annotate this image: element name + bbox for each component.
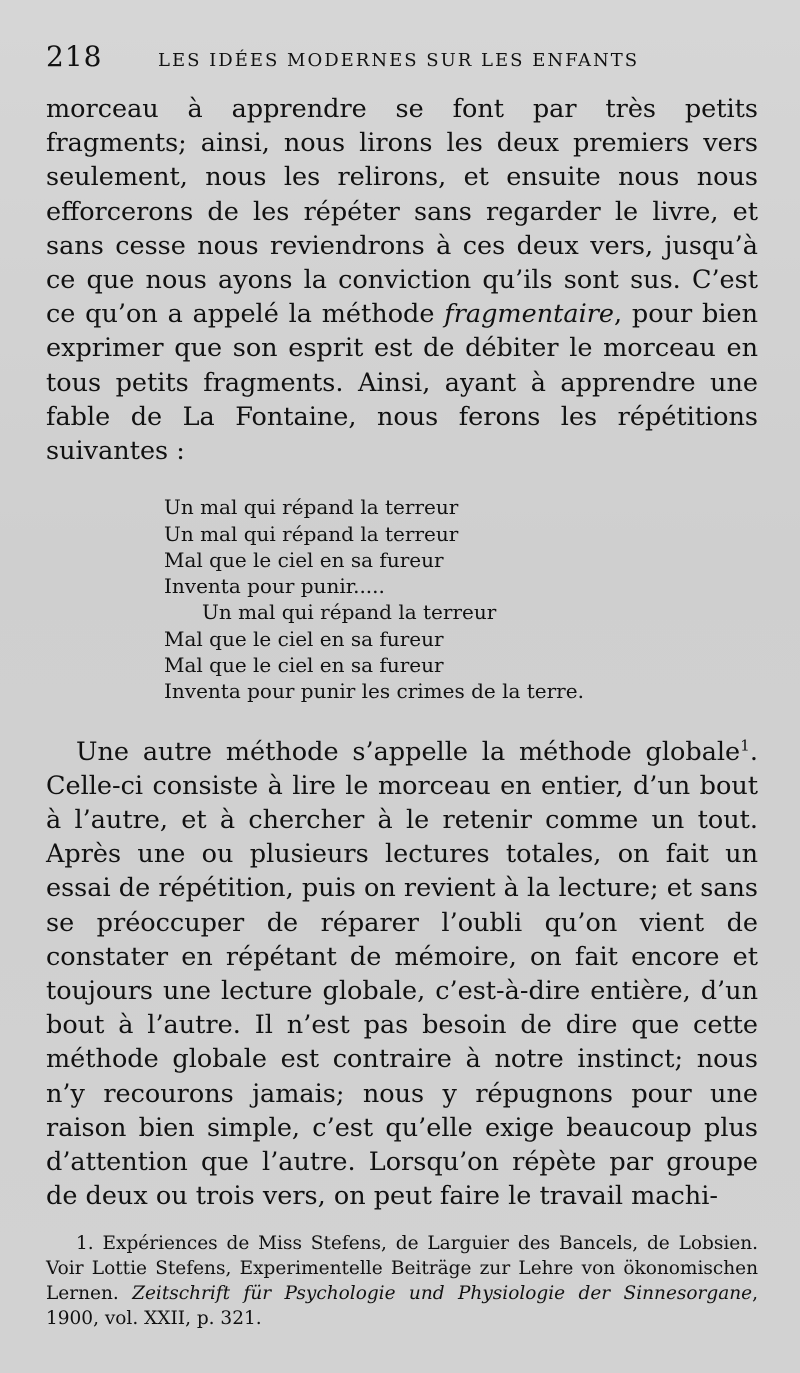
poem-line: Mal que le ciel en sa fureur	[164, 626, 444, 651]
paragraph-global-method	[46, 735, 758, 1214]
poem-line: Mal que le ciel en sa fureur	[164, 547, 444, 572]
italic-term: fragmentaire	[444, 299, 614, 330]
poem-line: Inventa pour punir les crimes de la terre.	[164, 679, 584, 704]
poem-line: Un mal qui répand la terreur	[164, 495, 459, 520]
footnote-journal-title: Zeitschrift für Psychologie und Physiologie der Sinnesorgane	[132, 1283, 753, 1305]
footnote-reference[interactable]: 1	[740, 736, 750, 755]
footnote-marker: 1.	[76, 1233, 94, 1255]
paragraph-text: . Celle-ci consiste à lire le morceau en entier, d’un bout à l’autre, et à chercher à le retenir comme un tout. Après une ou plusieurs lectures totales, on fait un essai de répétition, puis on revient à la lecture; et sans se préoccuper de réparer l’oubli qu’on vient de constater en répétant de mémoire, on fait encore et toujours une lecture globale, c’est-à-dire entière, d’un bout à l’autre. Il n’est pas besoin de dire que cette méthode globale est contraire à notre instinct; nous n’y recourons jamais; nous y répugnons pour une raison bien simple, c’est qu’elle exige beaucoup plus d’attention que l’autre. Lorsqu’on répète par groupe de deux ou trois vers, on peut faire le travail machi-	[46, 736, 758, 1212]
page-number: 218	[46, 40, 103, 73]
page-header	[46, 40, 758, 84]
poem-line: Un mal qui répand la terreur	[202, 600, 497, 625]
poem-line: Mal que le ciel en sa fureur	[164, 653, 444, 678]
footnote	[46, 1231, 758, 1331]
footnote-text: , 1900, vol. XXII, p. 321.	[46, 1283, 758, 1330]
poem-excerpt	[164, 494, 758, 704]
poem-line: Un mal qui répand la terreur	[164, 521, 459, 546]
footnote-text: Expériences de Miss Stefens, de Larguier des Bancels, de Lobsien. Voir Lottie Stefens, Experimentelle Beiträge zur Lehre von ökonomischen Lernen.	[46, 1233, 758, 1305]
paragraph-text: , pour bien exprimer que son esprit est de débiter le morceau en tous petits fragments. Ainsi, ayant à apprendre une fable de La Fontaine, nous ferons les répétitions suivantes :	[46, 299, 758, 467]
poem-line: Inventa pour punir.....	[164, 574, 385, 599]
paragraph-text: morceau à apprendre se font par très petits fragments; ainsi, nous lirons les deux premiers vers seulement, nous les relirons, et ensuite nous nous efforcerons de les répéter sans regarder le livre, et sans cesse nous reviendrons à ces deux vers, jusqu’à ce que nous ayons la conviction qu’ils sont sus. C’est ce qu’on a appelé la méthode	[46, 94, 758, 330]
paragraph-fragmentary-method	[46, 92, 758, 468]
paragraph-text: Une autre méthode s’appelle la méthode globale	[76, 736, 741, 767]
running-head: LES IDÉES MODERNES SUR LES ENFANTS	[158, 50, 640, 71]
footnote-body	[46, 1231, 758, 1331]
